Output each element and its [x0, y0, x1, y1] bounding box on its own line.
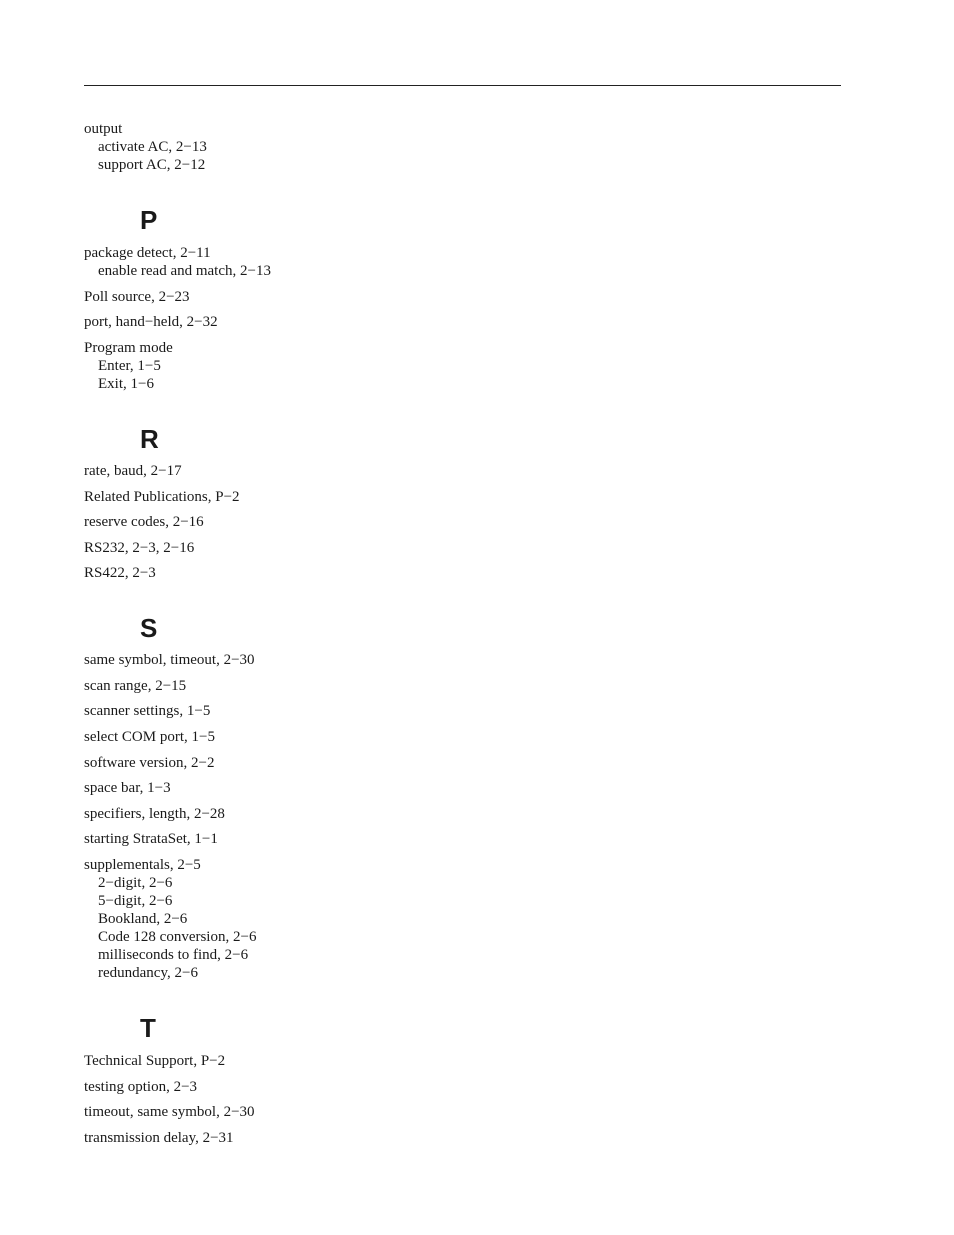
index-entry: starting StrataSet, 1−1	[84, 831, 218, 847]
section-letter-s: S	[140, 613, 158, 643]
index-entry: Poll source, 2−23	[84, 289, 190, 305]
index-subentry: Bookland, 2−6	[98, 911, 188, 927]
index-group-supplementals	[84, 856, 256, 982]
index-subentry: support AC, 2−12	[98, 157, 206, 173]
index-entry: supplementals, 2−5	[84, 857, 201, 873]
index-subentry: Exit, 1−6	[98, 376, 154, 392]
index-entry: port, hand−held, 2−32	[84, 314, 218, 330]
index-group-package	[84, 244, 271, 280]
index-entry: scan range, 2−15	[84, 678, 187, 694]
index-entry: Program mode	[84, 340, 173, 356]
index-subentry: redundancy, 2−6	[98, 965, 198, 981]
index-group-program	[84, 339, 173, 393]
index-subentry: activate AC, 2−13	[98, 139, 207, 155]
index-subentry: 5−digit, 2−6	[98, 893, 173, 909]
index-entry: timeout, same symbol, 2−30	[84, 1104, 255, 1120]
section-letter-r: R	[140, 424, 159, 454]
index-entry: scanner settings, 1−5	[84, 703, 211, 719]
index-entry: transmission delay, 2−31	[84, 1130, 234, 1146]
index-entry: select COM port, 1−5	[84, 729, 215, 745]
index-entry: specifiers, length, 2−28	[84, 806, 225, 822]
index-entry: testing option, 2−3	[84, 1079, 198, 1095]
index-subentry: Code 128 conversion, 2−6	[98, 929, 257, 945]
index-entry: software version, 2−2	[84, 755, 215, 771]
index-subentry: Enter, 1−5	[98, 358, 161, 374]
section-letter-t: T	[140, 1013, 156, 1043]
index-entry: package detect, 2−11	[84, 245, 211, 261]
index-entry: output	[84, 121, 123, 137]
section-letter-p: P	[140, 205, 158, 235]
index-entry: space bar, 1−3	[84, 780, 171, 796]
index-entry: reserve codes, 2−16	[84, 514, 204, 530]
index-subentry: milliseconds to find, 2−6	[98, 947, 249, 963]
index-subentry: enable read and match, 2−13	[98, 263, 271, 279]
index-entry: Technical Support, P−2	[84, 1053, 226, 1069]
index-entry: Related Publications, P−2	[84, 489, 240, 505]
index-entry: RS422, 2−3	[84, 565, 156, 581]
index-entry: same symbol, timeout, 2−30	[84, 652, 255, 668]
index-subentry: 2−digit, 2−6	[98, 875, 173, 891]
header-rule	[84, 85, 841, 86]
index-entry: RS232, 2−3, 2−16	[84, 540, 195, 556]
index-group-output	[84, 120, 207, 174]
index-entry: rate, baud, 2−17	[84, 463, 182, 479]
